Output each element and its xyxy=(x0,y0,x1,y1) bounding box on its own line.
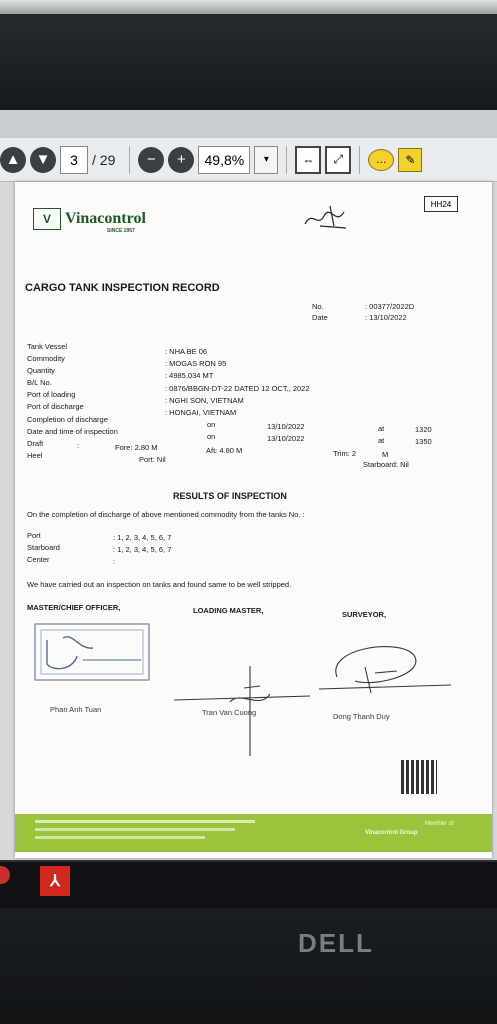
tank-value: : 1, 2, 3, 4, 5, 6, 7 xyxy=(113,533,172,542)
no-label: No. xyxy=(312,302,324,311)
trim-unit: M xyxy=(382,450,389,459)
completion-date: 13/10/2022 xyxy=(267,422,305,431)
loading-master-name: Tran Van Cuong xyxy=(202,708,257,717)
field-value: : HONGAI, VIETNAM xyxy=(165,408,237,417)
footer-member-line: Member of xyxy=(425,821,454,827)
document-footer xyxy=(15,814,492,852)
previous-page-button[interactable]: ▲ xyxy=(0,147,26,173)
draft-fore: Fore: 2.80 M xyxy=(115,443,158,452)
completion-label: Completion of discharge xyxy=(27,415,108,424)
footer-email-line xyxy=(35,836,205,839)
acrobat-taskbar-icon[interactable]: ⅄ xyxy=(40,866,70,896)
results-title: RESULTS OF INSPECTION xyxy=(173,491,287,501)
footer-group-line: Vinacontrol Group xyxy=(365,830,418,836)
surveyor-label: SURVEYOR, xyxy=(342,610,387,619)
toolbar-divider xyxy=(286,146,287,174)
surveyor-name: Dong Thanh Duy xyxy=(333,712,390,721)
field-label: Port of discharge xyxy=(27,402,84,411)
no-value: : 00377/2022D xyxy=(365,302,415,311)
logo-name: Vinacontrol xyxy=(65,210,146,227)
inspection-time: 1350 xyxy=(415,437,432,446)
tank-value: : 1, 2, 3, 4, 5, 6, 7 xyxy=(113,545,172,554)
field-label: B/L No. xyxy=(27,378,52,387)
date-label: Date xyxy=(312,313,328,322)
loading-master-label: LOADING MASTER, xyxy=(193,606,264,615)
inspection-date: 13/10/2022 xyxy=(267,434,305,443)
heel-label: Heel xyxy=(27,451,43,460)
master-name: Phan Anh Tuan xyxy=(50,705,102,714)
vinacontrol-emblem-icon: V xyxy=(33,208,61,230)
field-value: : MOGAS RON 95 xyxy=(165,359,227,368)
field-label: Port of loading xyxy=(27,390,76,399)
zoom-dropdown-button[interactable]: ▾ xyxy=(254,146,278,174)
completion-time: 1320 xyxy=(415,425,432,434)
monitor-bezel-bottom xyxy=(0,908,497,1024)
master-signature-label: MASTER/CHIEF OFFICER, xyxy=(27,603,121,612)
field-value: : 0876/BBGN-DT-22 DATED 12 OCT., 2022 xyxy=(165,384,310,393)
completion-on: on xyxy=(207,420,216,429)
field-value: : NHA BE 06 xyxy=(165,347,208,356)
field-value: : 4985.034 MT xyxy=(165,371,214,380)
highlight-pen-icon[interactable]: ✎ xyxy=(398,148,422,172)
pdf-page xyxy=(15,182,492,858)
inspection-statement: We have carried out an inspection on tanks and found same to be well stripped. xyxy=(27,580,292,589)
inspection-datetime-label: Date and time of inspection xyxy=(27,427,118,436)
taskbar xyxy=(0,860,497,910)
heel-port: Port: Nil xyxy=(139,455,166,464)
footer-contact-line xyxy=(35,828,235,831)
vinacontrol-logo xyxy=(33,208,146,230)
dell-logo: DELL xyxy=(298,928,374,958)
field-label: Tank Vessel xyxy=(27,342,68,351)
zoom-out-button[interactable]: − xyxy=(138,147,164,173)
zoom-in-button[interactable]: + xyxy=(168,147,194,173)
completion-at: at xyxy=(378,424,385,433)
page-title: CARGO TANK INSPECTION RECORD xyxy=(25,282,220,294)
logo-since: SINCE 1957 xyxy=(107,228,135,234)
viewer-title-strip xyxy=(0,110,497,138)
tank-value: : xyxy=(113,557,116,566)
pdf-toolbar xyxy=(0,138,497,182)
results-intro: On the completion of discharge of above mentioned commodity from the tanks No. : xyxy=(27,510,305,519)
draft-aft: Aft: 4.80 M xyxy=(206,446,243,455)
heel-starboard: Starboard: Nil xyxy=(363,460,409,469)
field-label: Quantity xyxy=(27,366,55,375)
page-total-label: / 29 xyxy=(92,151,116,168)
tank-label: Starboard xyxy=(27,543,60,552)
inspection-on: on xyxy=(207,432,216,441)
qr-code-icon xyxy=(401,760,437,794)
comment-icon[interactable]: … xyxy=(368,149,394,171)
stamp-initials xyxy=(300,202,360,232)
tank-label: Center xyxy=(27,555,50,564)
draft-colon: : xyxy=(77,441,80,450)
ship-stamp xyxy=(33,620,153,684)
next-page-button[interactable]: ▼ xyxy=(30,147,56,173)
toolbar-divider xyxy=(359,146,360,174)
date-value: : 13/10/2022 xyxy=(365,313,407,322)
fit-page-icon[interactable]: ⤢ xyxy=(325,146,351,174)
tank-label: Port xyxy=(27,531,41,540)
fit-width-icon[interactable]: ⇔ xyxy=(295,146,321,174)
draft-label: Draft xyxy=(27,439,44,448)
monitor-bezel-top xyxy=(0,0,497,110)
field-label: Commodity xyxy=(27,354,65,363)
surveyor-signature xyxy=(315,637,455,707)
document-badge: HH24 xyxy=(424,196,458,212)
trim-value: Trim: 2 xyxy=(333,449,357,458)
zoom-level-input[interactable]: 49,8% xyxy=(198,146,250,174)
footer-address-line xyxy=(35,820,255,823)
field-value: : NGHI SON, VIETNAM xyxy=(165,396,244,405)
toolbar-divider xyxy=(129,146,130,174)
room-light-glare xyxy=(0,0,497,14)
inspection-at: at xyxy=(378,436,385,445)
page-number-input[interactable]: 3 xyxy=(60,146,88,174)
